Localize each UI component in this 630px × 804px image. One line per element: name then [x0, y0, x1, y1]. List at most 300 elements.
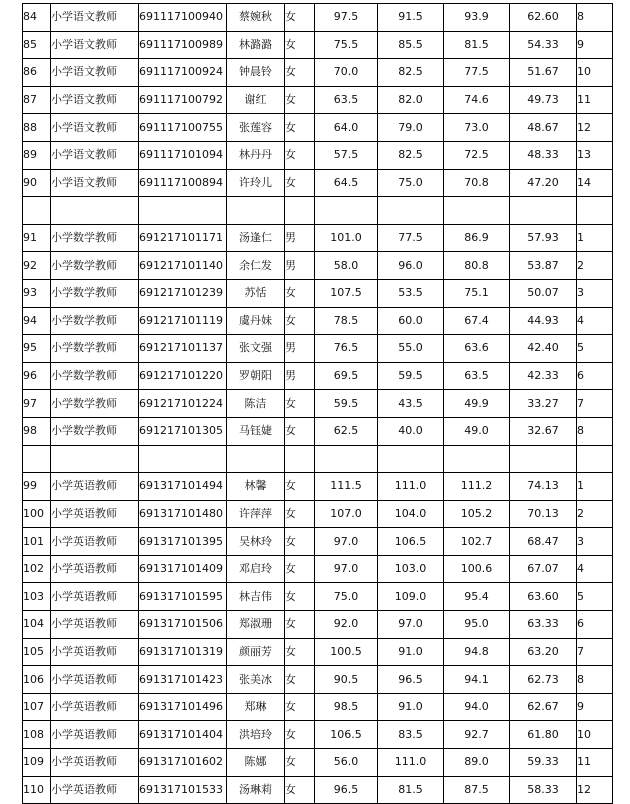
score-3-cell: 93.9	[444, 4, 510, 32]
score-2-cell: 111.0	[378, 473, 444, 501]
total-score-cell: 54.33	[510, 31, 577, 59]
rank-cell: 6	[577, 362, 613, 390]
score-2-cell: 40.0	[378, 417, 444, 445]
sex-cell: 女	[285, 500, 315, 528]
name-cell: 林丹丹	[227, 141, 285, 169]
score-1-cell: 96.5	[315, 776, 378, 804]
total-score-cell: 62.67	[510, 693, 577, 721]
position-cell: 小学数学教师	[51, 417, 139, 445]
total-score-cell: 68.47	[510, 528, 577, 556]
position-cell: 小学语文教师	[51, 114, 139, 142]
rank-cell: 9	[577, 693, 613, 721]
sex-cell: 男	[285, 252, 315, 280]
name-cell: 林馨	[227, 473, 285, 501]
name-cell: 颜丽芳	[227, 638, 285, 666]
score-3-cell: 72.5	[444, 141, 510, 169]
name-cell: 苏恬	[227, 279, 285, 307]
score-2-cell: 43.5	[378, 390, 444, 418]
empty-cell	[285, 197, 315, 225]
score-3-cell: 95.0	[444, 611, 510, 639]
table-row	[23, 279, 613, 307]
score-3-cell: 49.0	[444, 417, 510, 445]
position-cell: 小学数学教师	[51, 252, 139, 280]
name-cell: 吴林玲	[227, 528, 285, 556]
score-1-cell: 97.0	[315, 528, 378, 556]
score-3-cell: 94.1	[444, 666, 510, 694]
total-score-cell: 62.60	[510, 4, 577, 32]
table-row	[23, 307, 613, 335]
empty-cell	[139, 197, 227, 225]
score-1-cell: 57.5	[315, 141, 378, 169]
table-row	[23, 417, 613, 445]
exam-id-cell: 691217101171	[139, 224, 227, 252]
score-2-cell: 82.5	[378, 141, 444, 169]
sex-cell: 女	[285, 693, 315, 721]
score-1-cell: 101.0	[315, 224, 378, 252]
empty-cell	[577, 445, 613, 473]
table-row	[23, 252, 613, 280]
exam-id-cell: 691217101224	[139, 390, 227, 418]
rank-cell: 14	[577, 169, 613, 197]
score-1-cell: 78.5	[315, 307, 378, 335]
section-separator-row	[23, 197, 613, 225]
sex-cell: 女	[285, 390, 315, 418]
name-cell: 郑琳	[227, 693, 285, 721]
score-2-cell: 79.0	[378, 114, 444, 142]
score-2-cell: 104.0	[378, 500, 444, 528]
table-row	[23, 86, 613, 114]
position-cell: 小学英语教师	[51, 528, 139, 556]
table-row	[23, 666, 613, 694]
total-score-cell: 63.60	[510, 583, 577, 611]
exam-id-cell: 691117100894	[139, 169, 227, 197]
score-1-cell: 69.5	[315, 362, 378, 390]
sex-cell: 女	[285, 721, 315, 749]
score-1-cell: 59.5	[315, 390, 378, 418]
row-number-cell: 88	[23, 114, 51, 142]
empty-cell	[227, 445, 285, 473]
row-number-cell: 99	[23, 473, 51, 501]
score-1-cell: 90.5	[315, 666, 378, 694]
name-cell: 陈娜	[227, 749, 285, 777]
score-1-cell: 111.5	[315, 473, 378, 501]
name-cell: 谢红	[227, 86, 285, 114]
name-cell: 陈洁	[227, 390, 285, 418]
exam-id-cell: 691117101094	[139, 141, 227, 169]
exam-id-cell: 691217101137	[139, 335, 227, 363]
position-cell: 小学英语教师	[51, 776, 139, 804]
row-number-cell: 110	[23, 776, 51, 804]
score-2-cell: 60.0	[378, 307, 444, 335]
score-3-cell: 67.4	[444, 307, 510, 335]
name-cell: 许玲儿	[227, 169, 285, 197]
total-score-cell: 42.40	[510, 335, 577, 363]
rank-cell: 7	[577, 390, 613, 418]
score-1-cell: 100.5	[315, 638, 378, 666]
name-cell: 汤逢仁	[227, 224, 285, 252]
exam-id-cell: 691217101239	[139, 279, 227, 307]
row-number-cell: 84	[23, 4, 51, 32]
table-row	[23, 59, 613, 87]
name-cell: 林潞潞	[227, 31, 285, 59]
position-cell: 小学数学教师	[51, 362, 139, 390]
score-2-cell: 111.0	[378, 749, 444, 777]
total-score-cell: 57.93	[510, 224, 577, 252]
table-row	[23, 638, 613, 666]
score-2-cell: 75.0	[378, 169, 444, 197]
score-3-cell: 105.2	[444, 500, 510, 528]
total-score-cell: 61.80	[510, 721, 577, 749]
score-3-cell: 89.0	[444, 749, 510, 777]
rank-cell: 3	[577, 528, 613, 556]
row-number-cell: 87	[23, 86, 51, 114]
row-number-cell: 96	[23, 362, 51, 390]
score-3-cell: 80.8	[444, 252, 510, 280]
empty-cell	[378, 445, 444, 473]
table-row	[23, 335, 613, 363]
exam-id-cell: 691317101423	[139, 666, 227, 694]
table-row	[23, 31, 613, 59]
position-cell: 小学数学教师	[51, 390, 139, 418]
table-row	[23, 749, 613, 777]
score-1-cell: 62.5	[315, 417, 378, 445]
sex-cell: 女	[285, 307, 315, 335]
name-cell: 张莲容	[227, 114, 285, 142]
rank-cell: 10	[577, 59, 613, 87]
row-number-cell: 92	[23, 252, 51, 280]
score-2-cell: 77.5	[378, 224, 444, 252]
exam-id-cell: 691117100924	[139, 59, 227, 87]
total-score-cell: 58.33	[510, 776, 577, 804]
sex-cell: 女	[285, 666, 315, 694]
row-number-cell: 94	[23, 307, 51, 335]
total-score-cell: 67.07	[510, 555, 577, 583]
results-table	[22, 3, 613, 804]
score-3-cell: 63.6	[444, 335, 510, 363]
position-cell: 小学语文教师	[51, 4, 139, 32]
empty-cell	[315, 445, 378, 473]
sex-cell: 女	[285, 776, 315, 804]
score-3-cell: 63.5	[444, 362, 510, 390]
row-number-cell: 89	[23, 141, 51, 169]
table-row	[23, 555, 613, 583]
position-cell: 小学数学教师	[51, 335, 139, 363]
score-3-cell: 75.1	[444, 279, 510, 307]
position-cell: 小学数学教师	[51, 307, 139, 335]
total-score-cell: 62.73	[510, 666, 577, 694]
row-number-cell: 93	[23, 279, 51, 307]
score-3-cell: 81.5	[444, 31, 510, 59]
rank-cell: 1	[577, 224, 613, 252]
empty-cell	[139, 445, 227, 473]
total-score-cell: 63.33	[510, 611, 577, 639]
row-number-cell: 90	[23, 169, 51, 197]
exam-id-cell: 691117100940	[139, 4, 227, 32]
total-score-cell: 42.33	[510, 362, 577, 390]
sex-cell: 女	[285, 528, 315, 556]
row-number-cell: 108	[23, 721, 51, 749]
sex-cell: 男	[285, 224, 315, 252]
sex-cell: 女	[285, 417, 315, 445]
name-cell: 罗朝阳	[227, 362, 285, 390]
table-row	[23, 583, 613, 611]
exam-id-cell: 691317101595	[139, 583, 227, 611]
position-cell: 小学英语教师	[51, 693, 139, 721]
score-2-cell: 91.5	[378, 4, 444, 32]
sex-cell: 女	[285, 4, 315, 32]
rank-cell: 4	[577, 307, 613, 335]
name-cell: 马钰婕	[227, 417, 285, 445]
score-1-cell: 70.0	[315, 59, 378, 87]
empty-cell	[315, 197, 378, 225]
score-3-cell: 102.7	[444, 528, 510, 556]
table-row	[23, 473, 613, 501]
empty-cell	[378, 197, 444, 225]
rank-cell: 7	[577, 638, 613, 666]
empty-cell	[444, 197, 510, 225]
total-score-cell: 51.67	[510, 59, 577, 87]
empty-cell	[510, 445, 577, 473]
table-row	[23, 4, 613, 32]
score-2-cell: 103.0	[378, 555, 444, 583]
score-3-cell: 49.9	[444, 390, 510, 418]
score-1-cell: 107.5	[315, 279, 378, 307]
row-number-cell: 100	[23, 500, 51, 528]
total-score-cell: 44.93	[510, 307, 577, 335]
sex-cell: 女	[285, 59, 315, 87]
score-3-cell: 87.5	[444, 776, 510, 804]
total-score-cell: 49.73	[510, 86, 577, 114]
row-number-cell: 102	[23, 555, 51, 583]
sex-cell: 女	[285, 279, 315, 307]
exam-id-cell: 691317101409	[139, 555, 227, 583]
score-2-cell: 97.0	[378, 611, 444, 639]
row-number-cell: 97	[23, 390, 51, 418]
sex-cell: 女	[285, 638, 315, 666]
table-row	[23, 141, 613, 169]
exam-id-cell: 691317101602	[139, 749, 227, 777]
rank-cell: 5	[577, 583, 613, 611]
score-2-cell: 55.0	[378, 335, 444, 363]
table-row	[23, 362, 613, 390]
total-score-cell: 33.27	[510, 390, 577, 418]
position-cell: 小学英语教师	[51, 638, 139, 666]
rank-cell: 3	[577, 279, 613, 307]
exam-id-cell: 691117100792	[139, 86, 227, 114]
empty-cell	[23, 197, 51, 225]
position-cell: 小学英语教师	[51, 749, 139, 777]
position-cell: 小学语文教师	[51, 86, 139, 114]
score-2-cell: 96.5	[378, 666, 444, 694]
rank-cell: 2	[577, 500, 613, 528]
table-row	[23, 390, 613, 418]
position-cell: 小学英语教师	[51, 721, 139, 749]
sex-cell: 女	[285, 86, 315, 114]
name-cell: 林吉伟	[227, 583, 285, 611]
position-cell: 小学英语教师	[51, 611, 139, 639]
total-score-cell: 53.87	[510, 252, 577, 280]
score-1-cell: 64.5	[315, 169, 378, 197]
row-number-cell: 98	[23, 417, 51, 445]
exam-id-cell: 691317101319	[139, 638, 227, 666]
table-row	[23, 721, 613, 749]
exam-id-cell: 691317101494	[139, 473, 227, 501]
table-row	[23, 114, 613, 142]
score-3-cell: 92.7	[444, 721, 510, 749]
exam-id-cell: 691217101119	[139, 307, 227, 335]
total-score-cell: 48.33	[510, 141, 577, 169]
exam-id-cell: 691217101140	[139, 252, 227, 280]
rank-cell: 8	[577, 417, 613, 445]
exam-id-cell: 691217101220	[139, 362, 227, 390]
score-1-cell: 97.5	[315, 4, 378, 32]
position-cell: 小学英语教师	[51, 500, 139, 528]
row-number-cell: 105	[23, 638, 51, 666]
score-1-cell: 76.5	[315, 335, 378, 363]
row-number-cell: 91	[23, 224, 51, 252]
score-1-cell: 58.0	[315, 252, 378, 280]
row-number-cell: 109	[23, 749, 51, 777]
position-cell: 小学英语教师	[51, 555, 139, 583]
exam-id-cell: 691317101496	[139, 693, 227, 721]
score-2-cell: 82.0	[378, 86, 444, 114]
score-1-cell: 97.0	[315, 555, 378, 583]
score-2-cell: 59.5	[378, 362, 444, 390]
sex-cell: 女	[285, 169, 315, 197]
rank-cell: 8	[577, 4, 613, 32]
exam-id-cell: 691317101395	[139, 528, 227, 556]
table-body	[23, 4, 613, 804]
sex-cell: 女	[285, 611, 315, 639]
exam-id-cell: 691117100755	[139, 114, 227, 142]
empty-cell	[444, 445, 510, 473]
name-cell: 虞丹妹	[227, 307, 285, 335]
table-row	[23, 169, 613, 197]
name-cell: 许萍萍	[227, 500, 285, 528]
table-row	[23, 693, 613, 721]
sex-cell: 男	[285, 335, 315, 363]
rank-cell: 12	[577, 776, 613, 804]
rank-cell: 2	[577, 252, 613, 280]
score-2-cell: 53.5	[378, 279, 444, 307]
sex-cell: 女	[285, 141, 315, 169]
score-3-cell: 73.0	[444, 114, 510, 142]
score-2-cell: 106.5	[378, 528, 444, 556]
position-cell: 小学语文教师	[51, 31, 139, 59]
score-2-cell: 96.0	[378, 252, 444, 280]
name-cell: 郑淑珊	[227, 611, 285, 639]
score-2-cell: 91.0	[378, 638, 444, 666]
score-2-cell: 82.5	[378, 59, 444, 87]
rank-cell: 1	[577, 473, 613, 501]
row-number-cell: 95	[23, 335, 51, 363]
sex-cell: 女	[285, 583, 315, 611]
row-number-cell: 103	[23, 583, 51, 611]
rank-cell: 11	[577, 749, 613, 777]
total-score-cell: 32.67	[510, 417, 577, 445]
rank-cell: 11	[577, 86, 613, 114]
empty-cell	[51, 445, 139, 473]
rank-cell: 4	[577, 555, 613, 583]
rank-cell: 6	[577, 611, 613, 639]
empty-cell	[227, 197, 285, 225]
exam-id-cell: 691217101305	[139, 417, 227, 445]
row-number-cell: 104	[23, 611, 51, 639]
rank-cell: 13	[577, 141, 613, 169]
position-cell: 小学英语教师	[51, 666, 139, 694]
score-1-cell: 63.5	[315, 86, 378, 114]
score-1-cell: 75.5	[315, 31, 378, 59]
rank-cell: 8	[577, 666, 613, 694]
sex-cell: 女	[285, 555, 315, 583]
exam-id-cell: 691317101506	[139, 611, 227, 639]
table-row	[23, 224, 613, 252]
row-number-cell: 101	[23, 528, 51, 556]
table-row	[23, 611, 613, 639]
empty-cell	[23, 445, 51, 473]
total-score-cell: 74.13	[510, 473, 577, 501]
total-score-cell: 63.20	[510, 638, 577, 666]
score-3-cell: 94.8	[444, 638, 510, 666]
name-cell: 张文强	[227, 335, 285, 363]
position-cell: 小学语文教师	[51, 141, 139, 169]
exam-id-cell: 691317101533	[139, 776, 227, 804]
rank-cell: 5	[577, 335, 613, 363]
position-cell: 小学数学教师	[51, 224, 139, 252]
rank-cell: 12	[577, 114, 613, 142]
score-1-cell: 56.0	[315, 749, 378, 777]
score-2-cell: 91.0	[378, 693, 444, 721]
score-3-cell: 94.0	[444, 693, 510, 721]
row-number-cell: 86	[23, 59, 51, 87]
table-row	[23, 500, 613, 528]
score-3-cell: 111.2	[444, 473, 510, 501]
row-number-cell: 107	[23, 693, 51, 721]
total-score-cell: 47.20	[510, 169, 577, 197]
score-2-cell: 109.0	[378, 583, 444, 611]
name-cell: 汤琳莉	[227, 776, 285, 804]
row-number-cell: 106	[23, 666, 51, 694]
exam-id-cell: 691317101404	[139, 721, 227, 749]
score-2-cell: 83.5	[378, 721, 444, 749]
score-1-cell: 64.0	[315, 114, 378, 142]
exam-id-cell: 691317101480	[139, 500, 227, 528]
score-2-cell: 81.5	[378, 776, 444, 804]
rank-cell: 9	[577, 31, 613, 59]
sex-cell: 女	[285, 473, 315, 501]
total-score-cell: 50.07	[510, 279, 577, 307]
position-cell: 小学语文教师	[51, 169, 139, 197]
table-row	[23, 528, 613, 556]
sex-cell: 男	[285, 362, 315, 390]
score-1-cell: 98.5	[315, 693, 378, 721]
sex-cell: 女	[285, 749, 315, 777]
name-cell: 邓启玲	[227, 555, 285, 583]
name-cell: 余仁发	[227, 252, 285, 280]
score-3-cell: 77.5	[444, 59, 510, 87]
empty-cell	[51, 197, 139, 225]
sex-cell: 女	[285, 114, 315, 142]
empty-cell	[510, 197, 577, 225]
exam-id-cell: 691117100989	[139, 31, 227, 59]
score-3-cell: 100.6	[444, 555, 510, 583]
position-cell: 小学数学教师	[51, 279, 139, 307]
score-1-cell: 107.0	[315, 500, 378, 528]
score-3-cell: 74.6	[444, 86, 510, 114]
name-cell: 张美冰	[227, 666, 285, 694]
name-cell: 洪培玲	[227, 721, 285, 749]
score-3-cell: 95.4	[444, 583, 510, 611]
